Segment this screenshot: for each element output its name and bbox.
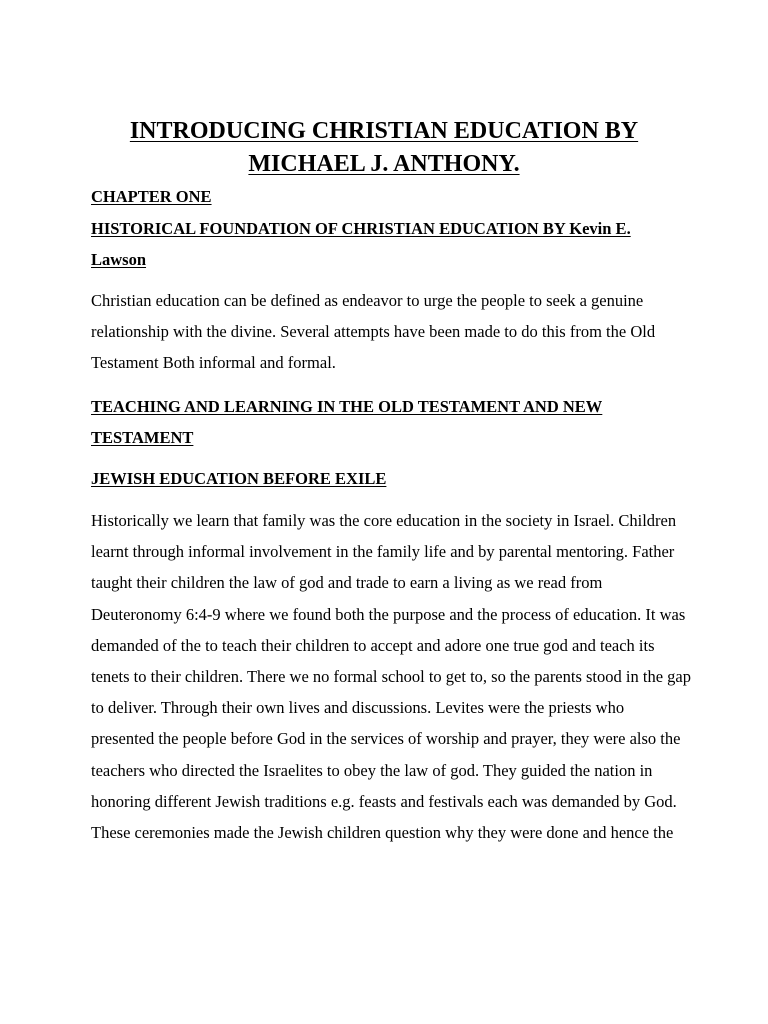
chapter-heading: CHAPTER ONE [91, 187, 212, 206]
body-paragraph: Historically we learn that family was the core education in the society in Israel. Children learnt through informal involvement in the family life and by parental mentoring. Father taught their children the law of god and trade to earn a living as we read from Deuteronomy 6:4-9 where we found both the purpose and the process of education. It was demanded of the to teach their children to accept and adore one true god and teach its tenets to their children. There we no formal school to get to, so the parents stood in the gap to deliver. Through their own lives and discussions. Levites were the priests who presented the people before God in the services of worship and prayer, they were also the teachers who directed the Israelites to obey the law of god. They guided the nation in honoring different Jewish traditions e.g. feasts and festivals each was demanded by God. These ceremonies made the Jewish children question why they were done and hence the [91, 511, 691, 843]
intro-paragraph: Christian education can be defined as endeavor to urge the people to seek a genuine relationship with the divine. Several attempts have been made to do this from the Old Testament Both informal and formal. [91, 291, 656, 373]
document-title: INTRODUCING CHRISTIAN EDUCATION BY MICHAEL J. ANTHONY. [129, 118, 639, 177]
section-heading: HISTORICAL FOUNDATION OF CHRISTIAN EDUCATION BY Kevin E. Lawson [91, 219, 631, 270]
subheading-jewish-education: JEWISH EDUCATION BEFORE EXILE [91, 469, 387, 488]
subheading-teaching: TEACHING AND LEARNING IN THE OLD TESTAMENT AND NEW TESTAMENT [91, 397, 603, 448]
